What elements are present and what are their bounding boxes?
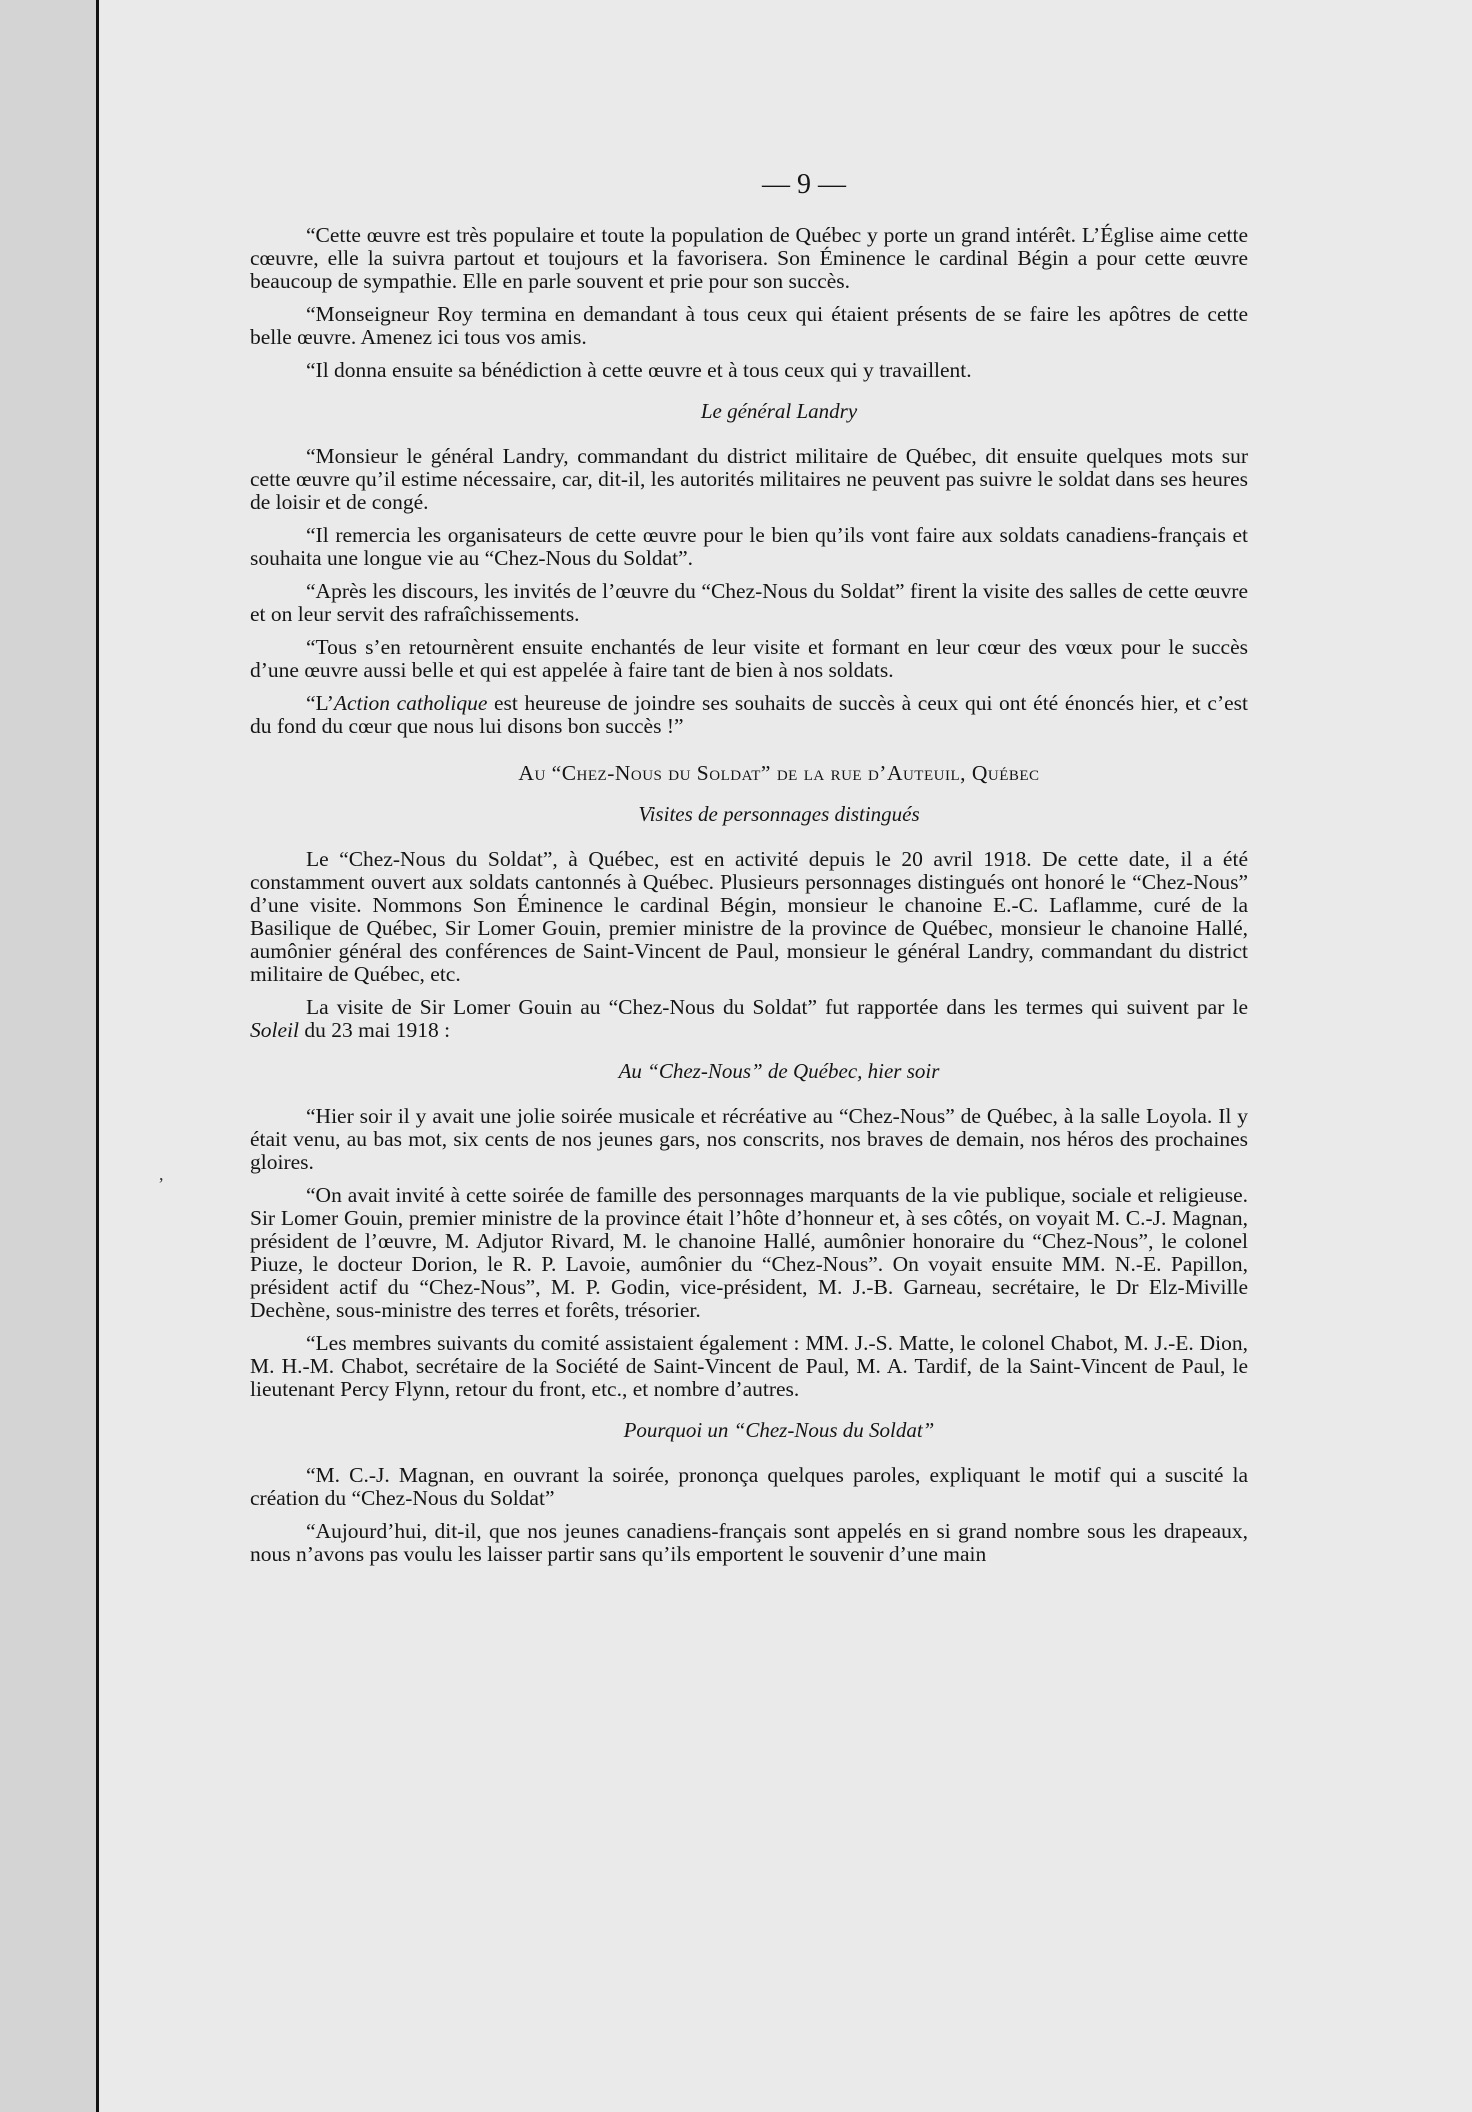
paragraph: “Il remercia les organisateurs de cette œuvre pour le bien qu’ils vont faire aux soldats canadiens-français et souhaita une longue vie au “Chez-Nous du Soldat”. (250, 523, 1248, 570)
paragraph: “Il donna ensuite sa bénédiction à cette œuvre et à tous ceux qui y travaillent. (306, 358, 972, 382)
paragraph: “Aujourd’hui, dit-il, que nos jeunes canadiens-français sont appelés en si grand nombre sous les drapeaux, nous n’avons pas voulu les laisser partir sans qu’ils emportent le souvenir d’une main (250, 1519, 1248, 1566)
scan-left-margin (0, 0, 96, 2112)
paragraph: “Hier soir il y avait une jolie soirée musicale et récréative au “Chez-Nous” de Québec, à la salle Loyola. Il y était venu, au bas mot, six cents de nos jeunes gars, nos conscrits, nos braves de demain, nos héros des prochaines gloires. (250, 1104, 1248, 1174)
paragraph-text: La visite de Sir Lomer Gouin au “Chez-Nous du Soldat” fut rapportée dans les termes qui suivent par le (306, 995, 1248, 1019)
section-subheading: Le général Landry (700, 399, 858, 423)
section-subheading: Au “Chez-Nous” de Québec, hier soir (618, 1059, 940, 1083)
paragraph: “Après les discours, les invités de l’œuvre du “Chez-Nous du Soldat” firent la visite des salles de cette œuvre et on leur servit des rafraîchissements. (250, 579, 1248, 626)
paragraph: “Tous s’en retournèrent ensuite enchantés de leur visite et formant en leur cœur des vœux pour le succès d’une œuvre aussi belle et qui est appelée à faire tant de bien à nos soldats. (250, 635, 1248, 682)
italic-title: Action catholique (333, 691, 488, 715)
margin-mark: , (159, 1164, 164, 1184)
paragraph-text: du 23 mai 1918 : (298, 1018, 451, 1042)
italic-title: Soleil (250, 1018, 299, 1042)
section-heading: Au “Chez-Nous du Soldat” de la rue d’Auteuil, Québec (518, 761, 1040, 785)
paragraph (250, 692, 1248, 738)
section-subheading: Visites de personnages distingués (638, 802, 920, 826)
page-content (250, 168, 1248, 1566)
paragraph: “M. C.-J. Magnan, en ouvrant la soirée, prononça quelques paroles, expliquant le motif qui a suscité la création du “Chez-Nous du Soldat” (250, 1463, 1248, 1510)
paragraph: “Les membres suivants du comité assistaient également : MM. J.-S. Matte, le colonel Chabot, M. J.-E. Dion, M. H.-M. Chabot, secrétaire de la Société de Saint-Vincent de Paul, M. A. Tardif, de la Saint-Vincent de Paul, le lieutenant Percy Flynn, retour du front, etc., et nombre d’autres. (250, 1331, 1248, 1401)
paragraph: “Cette œuvre est très populaire et toute la population de Québec y porte un grand intérêt. L’Église aime cette cœuvre, elle la suivra partout et toujours et la favorisera. Son Éminence le cardinal Bégin a pour cette œuvre beaucoup de sympathie. Elle en parle souvent et prie pour son succès. (250, 223, 1248, 293)
paragraph-text: “L’ (306, 691, 334, 715)
paragraph: “Monsieur le général Landry, commandant du district militaire de Québec, dit ensuite quelques mots sur cette œuvre qu’il estime nécessaire, car, dit-il, les autorités militaires ne peuvent pas suivre le soldat dans ses heures de loisir et de congé. (250, 444, 1248, 514)
section-subheading: Pourquoi un “Chez-Nous du Soldat” (623, 1418, 935, 1442)
paragraph: Le “Chez-Nous du Soldat”, à Québec, est en activité depuis le 20 avril 1918. De cette date, il a été constamment ouvert aux soldats cantonnés à Québec. Plusieurs personnages distingués ont honoré le “Chez-Nous” d’une visite. Nommons Son Éminence le cardinal Bégin, monsieur le chanoine E.-C. Laflamme, curé de la Basilique de Québec, Sir Lomer Gouin, premier ministre de la province de Québec, monsieur le chanoine Hallé, aumônier général des conférences de Saint-Vincent de Paul, monsieur le général Landry, commandant du district militaire de Québec, etc. (250, 847, 1248, 986)
paragraph: “On avait invité à cette soirée de famille des personnages marquants de la vie publique, sociale et religieuse. Sir Lomer Gouin, premier ministre de la province était l’hôte d’honneur et, à ses côtés, on voyait M. C.-J. Magnan, président de l’œuvre, M. Adjutor Rivard, M. le chanoine Hallé, aumônier honoraire du “Chez-Nous”, le colonel Piuze, le docteur Dorion, le R. P. Lavoie, aumônier du “Chez-Nous”. On voyait ensuite MM. N.-E. Papillon, président actif du “Chez-Nous”, M. P. Godin, vice-président, M. J.-B. Garneau, secrétaire, le Dr Elz-Miville Dechène, sous-ministre des terres et forêts, trésorier. (250, 1183, 1248, 1322)
paragraph-text: est heureuse de joindre ses souhaits de succès à ceux qui ont été énoncés hier, et c’est du fond du cœur que nous lui disons bon succès !” (250, 691, 1248, 738)
page-number: — 9 — (762, 169, 846, 200)
text-blocks (250, 224, 1248, 1566)
paragraph: “Monseigneur Roy termina en demandant à tous ceux qui étaient présents de se faire les apôtres de cette belle œuvre. Amenez ici tous vos amis. (250, 302, 1248, 349)
paragraph (250, 996, 1248, 1042)
